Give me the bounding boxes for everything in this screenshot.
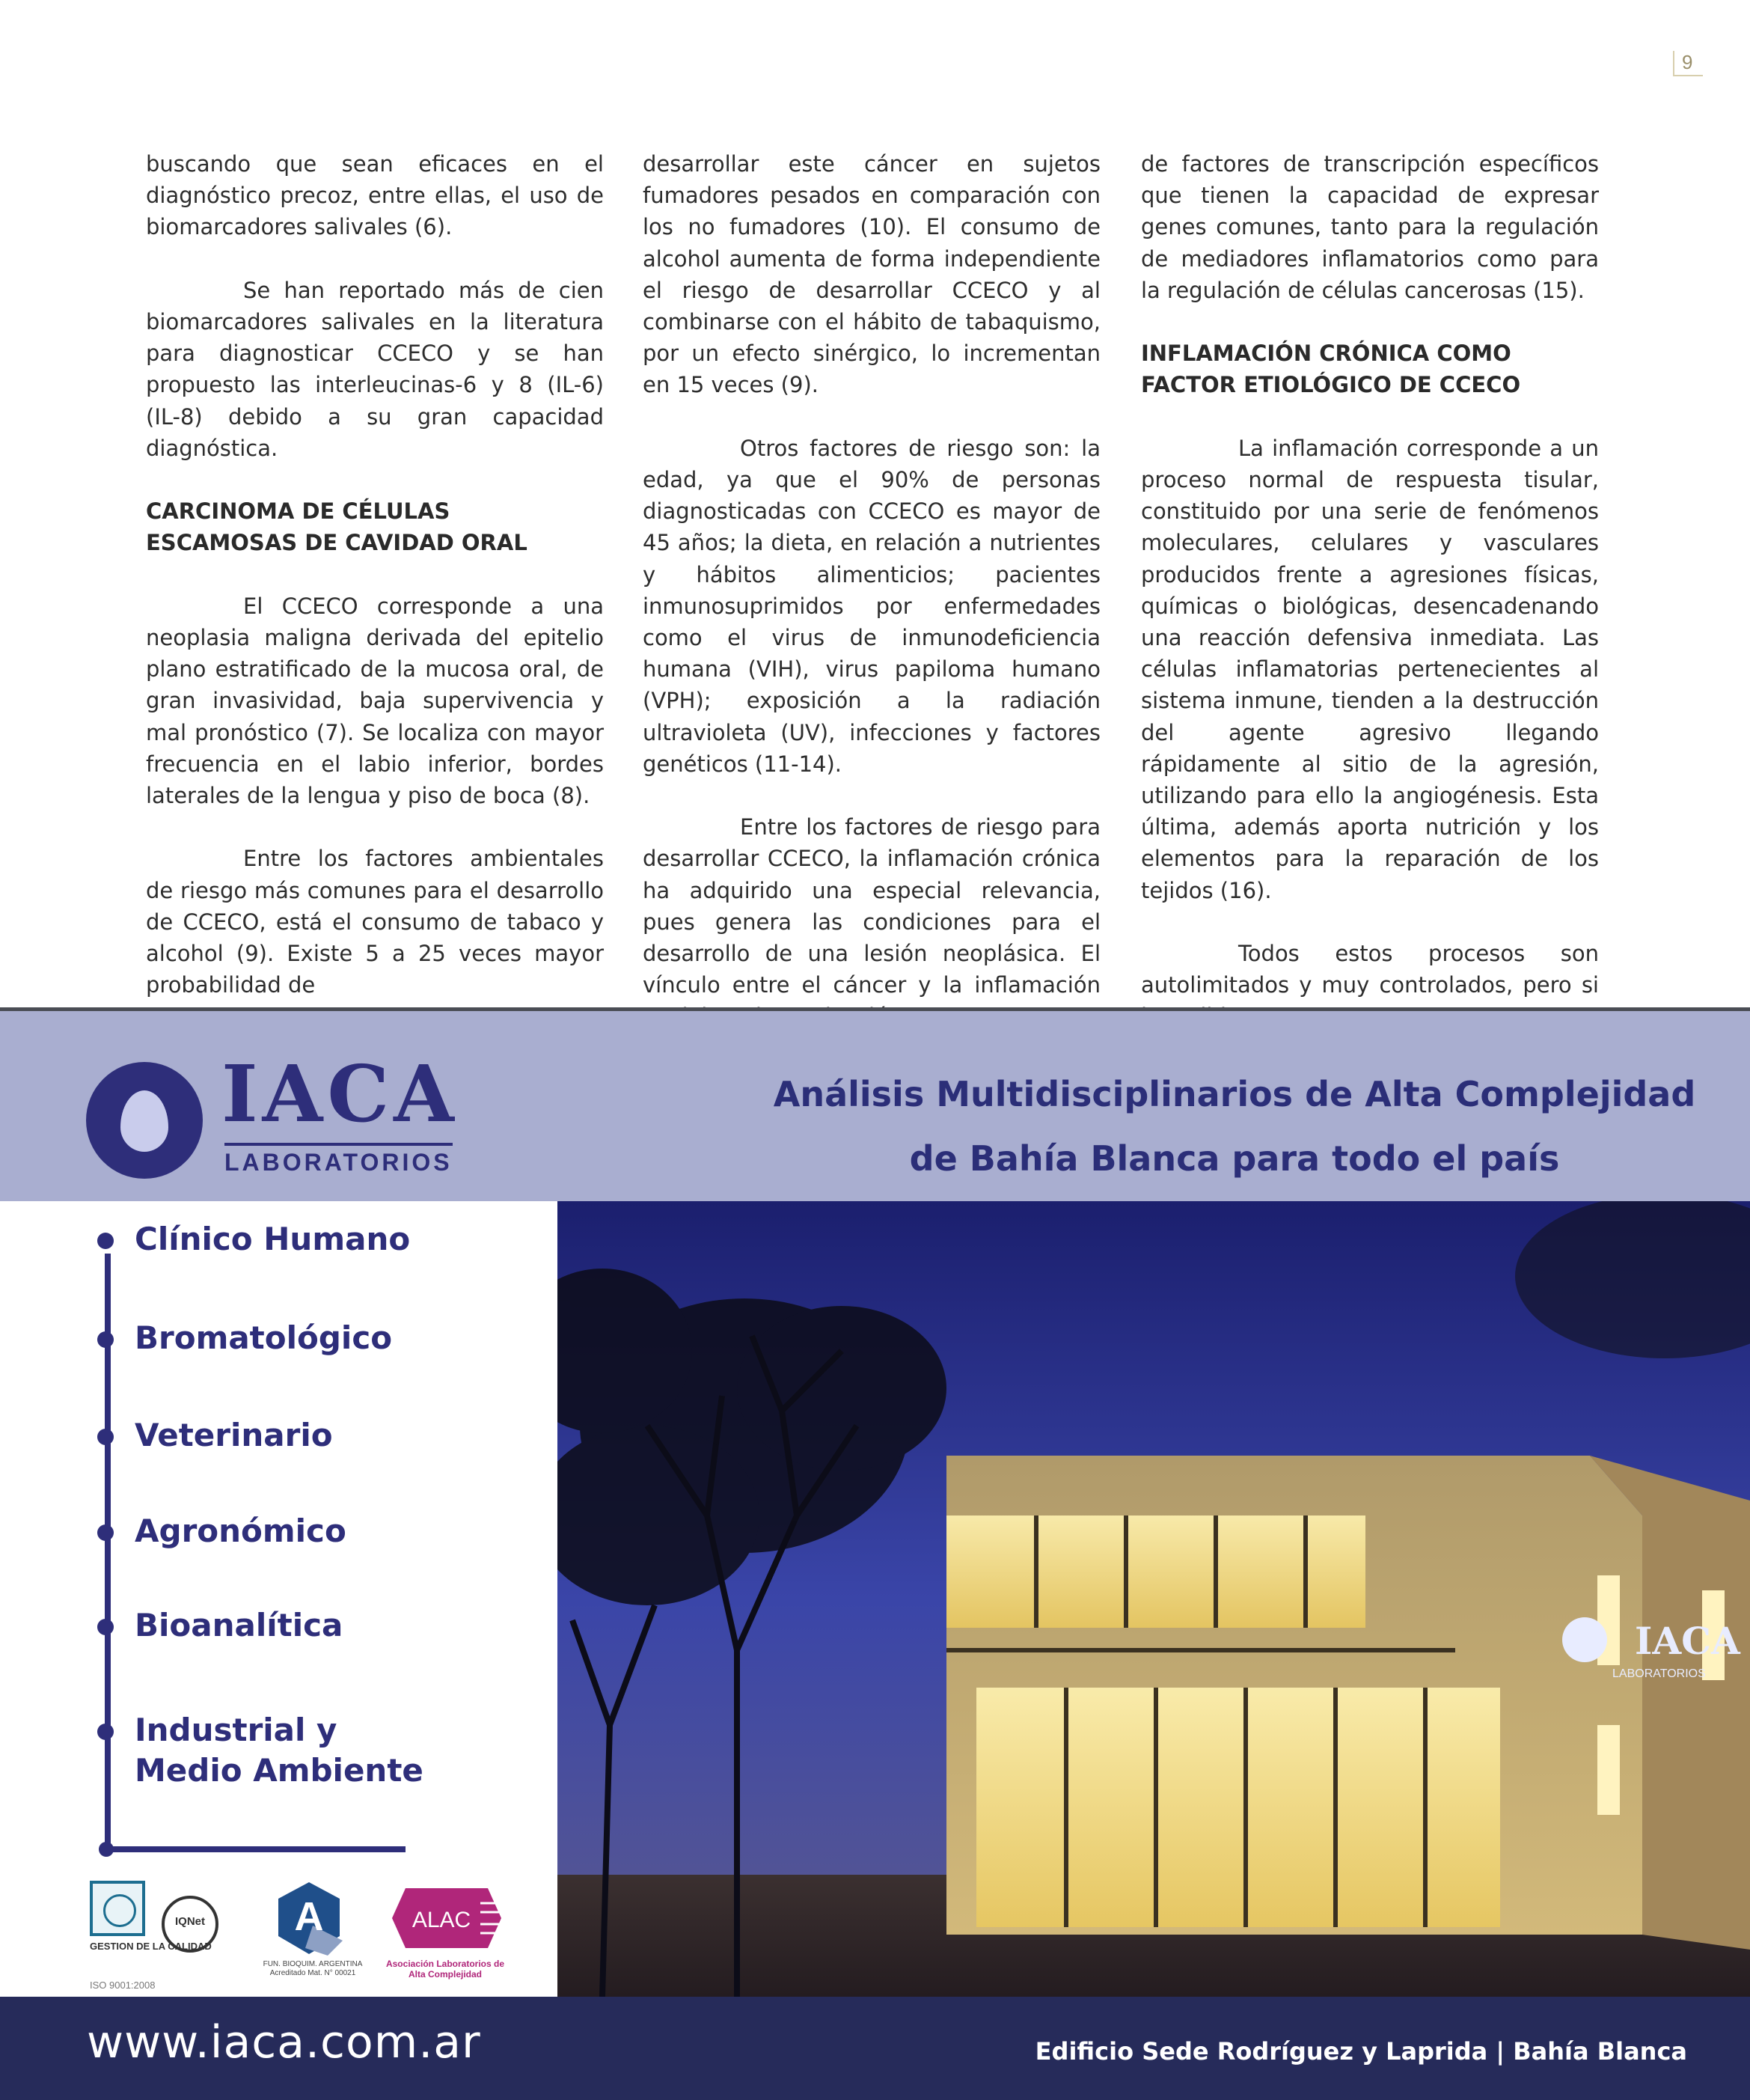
section-heading: CARCINOMA DE CÉLULAS ESCAMOSAS DE CAVIDAD ORAL bbox=[146, 498, 527, 556]
service-label: Bromatológico bbox=[135, 1319, 393, 1356]
article-columns bbox=[146, 148, 1599, 998]
paragraph: desarrollar este cáncer en sujetos fumadores pesados en comparación con los no fumadores (10). El consumo de alcohol aumenta de forma independiente el riesgo de desarrollar CCECO y al combinarse con el hábito de tabaquismo, por un efecto sinérgico, lo incrementan en 15 veces (9). bbox=[643, 151, 1101, 398]
article-column-2 bbox=[643, 148, 1101, 1064]
service-label: Industrial y bbox=[135, 1712, 337, 1748]
svg-text:ALAC: ALAC bbox=[412, 1908, 471, 1932]
article-column-3 bbox=[1141, 148, 1599, 1064]
article-column-1 bbox=[146, 148, 604, 1033]
section-heading: INFLAMACIÓN CRÓNICA COMO FACTOR ETIOLÓGICO DE CCECO bbox=[1141, 341, 1521, 398]
photo-sign-subtitle: LABORATORIOS bbox=[1612, 1667, 1706, 1680]
night-building-image bbox=[557, 1201, 1750, 1997]
services-list bbox=[0, 1201, 557, 1997]
iram-mark bbox=[103, 1894, 136, 1927]
paragraph: buscando que sean eficaces en el diagnóstico precoz, entre ellas, el uso de biomarcadores salivales (6). bbox=[146, 151, 604, 240]
service-label: Agronómico bbox=[135, 1513, 346, 1549]
paragraph: El CCECO corresponde a una neoplasia maligna derivada del epitelio plano estratificado de la mucosa oral, de gran invasividad, baja supervivencia y mal pronóstico (7). Se localiza con mayor frecuencia en el labio inferior, bordes laterales de la lengua y piso de boca (8). bbox=[146, 593, 604, 809]
paragraph: de factores de transcripción específicos que tienen la capacidad de expresar genes comunes, tanto para la regulación de mediadores inflamatorios como para la regulación de células cancerosas (15). bbox=[1141, 151, 1599, 303]
tagline-line-2: de Bahía Blanca para todo el país bbox=[909, 1138, 1560, 1179]
page-number: 9 bbox=[1673, 51, 1703, 76]
bullet-dot-icon bbox=[97, 1233, 114, 1249]
service-label: Clínico Humano bbox=[135, 1221, 411, 1257]
timeline-end-dot bbox=[99, 1842, 114, 1857]
iaca-advertisement bbox=[0, 1007, 1750, 2100]
logo-subtitle: LABORATORIOS bbox=[224, 1143, 453, 1176]
iso-label: ISO 9001:2008 bbox=[90, 1980, 156, 1991]
service-label: Medio Ambiente bbox=[135, 1752, 423, 1789]
bullet-dot-icon bbox=[97, 1429, 114, 1445]
alac-label: Asociación Laboratorios de Alta Complejidad bbox=[385, 1959, 505, 1980]
bullet-dot-icon bbox=[97, 1724, 114, 1740]
svg-text:A: A bbox=[294, 1894, 324, 1939]
logo-name: IACA bbox=[221, 1048, 459, 1140]
bullet-dot-icon bbox=[97, 1619, 114, 1635]
bullet-dot-icon bbox=[97, 1331, 114, 1348]
ad-tagline bbox=[748, 1062, 1721, 1191]
drop-logo-icon bbox=[86, 1062, 203, 1179]
address-text: Edificio Sede Rodríguez y Laprida | Bahía Blanca bbox=[1035, 2037, 1687, 2066]
paragraph: Entre los factores ambientales de riesgo más comunes para el desarrollo de CCECO, está el consumo de tabaco y alcohol (9). Existe 5 a 25 veces mayor probabilidad de bbox=[146, 846, 604, 998]
iram-label: GESTION DE LA CALIDAD bbox=[90, 1941, 212, 1952]
tagline-line-1: Análisis Multidisciplinarios de Alta Complejidad bbox=[773, 1074, 1696, 1114]
ad-footer bbox=[0, 1997, 1750, 2100]
iqnet-certification-icon bbox=[162, 1896, 218, 1953]
photo-sign-name: IACA bbox=[1635, 1619, 1740, 1663]
iqnet-label: IQNet bbox=[174, 1915, 205, 1928]
alac-certification-icon bbox=[391, 1881, 503, 1956]
paragraph: Otros factores de riesgo son: la edad, ya que el 90% de personas diagnosticadas con CCECO es mayor de 45 años; la dieta, en relación a nutrientes y hábitos alimenticios; pacientes inmunosuprimidos por enfermedades como el virus de inmunodeficiencia humana (VIH), virus papiloma humano (VPH); exposición a la radiación ultravioleta (UV), infecciones y factores genéticos (11-14). bbox=[643, 435, 1101, 777]
certification-logos bbox=[82, 1881, 531, 1993]
fba-label: FUN. BIOQUIM. ARGENTINA Acreditado Mat. N° 00021 bbox=[263, 1960, 363, 1977]
building-photo bbox=[557, 1201, 1750, 1997]
drop-shape bbox=[120, 1090, 168, 1152]
website-link[interactable]: www.iaca.com.ar bbox=[87, 2016, 481, 2069]
paragraph: Se han reportado más de cien biomarcadores salivales en la literatura para diagnosticar CCECO y se han propuesto las interleucinas-6 y 8 (IL-6) (IL-8) debido a su gran capacidad diagnóstica. bbox=[146, 277, 604, 461]
iram-certification-icon bbox=[90, 1881, 145, 1936]
service-label: Veterinario bbox=[135, 1417, 333, 1453]
paragraph: Todos estos procesos son autolimitados y muy controlados, pero si bbox=[1141, 941, 1599, 998]
fba-accreditation-icon bbox=[275, 1881, 343, 1956]
paragraph: Entre los factores de riesgo para desarrollar CCECO, la inflamación crónica ha adquirido una especial relevancia, pues genera las condiciones para el desarrollo de una lesión neoplásica. El vínculo entre el cáncer y la inflamación bbox=[643, 814, 1101, 998]
services-underline bbox=[105, 1846, 406, 1852]
ad-header bbox=[0, 1011, 1750, 1201]
paragraph: La inflamación corresponde a un proceso normal de respuesta tisular, constituido por una serie de fenómenos moleculares, celulares y vasculares producidos frente a agresiones físicas, químicas o biológicas, desencadenando una reacción defensiva inmediata. Las células inflamatorias pertenecientes al sistema inmune, tienden a la destrucción del agente agresivo llegando rápidamente al sitio de la agresión, utilizando para ello la angiogénesis. Esta última, además aporta nutrición y los elementos para la reparación de los tejidos (16). bbox=[1141, 435, 1599, 903]
service-label: Bioanalítica bbox=[135, 1607, 343, 1643]
bullet-dot-icon bbox=[97, 1524, 114, 1541]
